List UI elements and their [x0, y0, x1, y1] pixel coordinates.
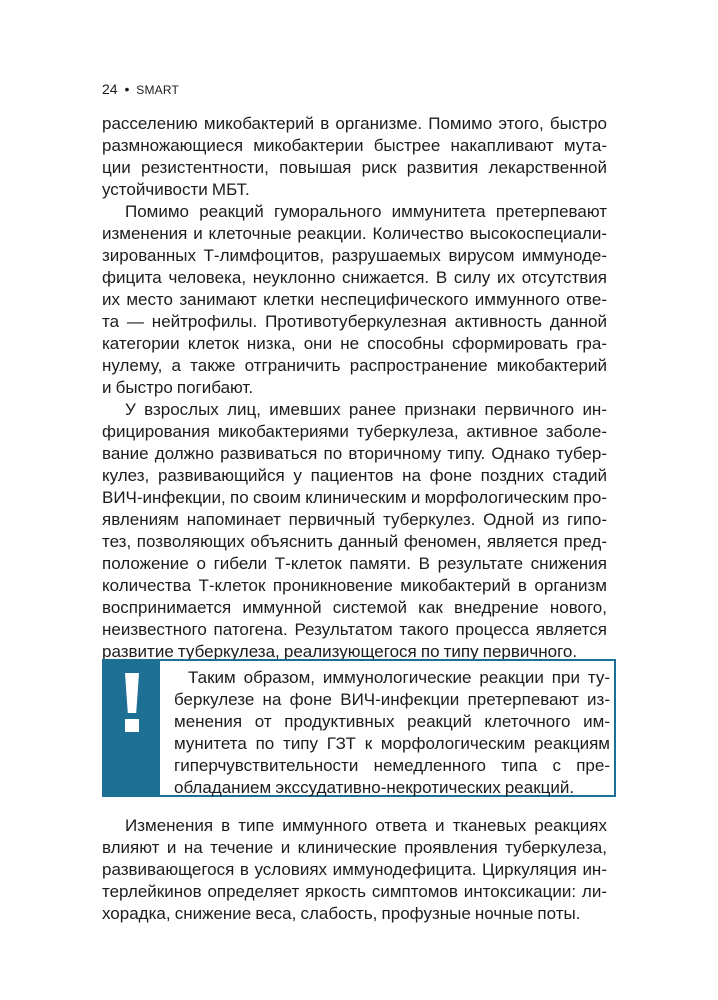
text-line: развитие туберкулеза, реализующегося по типу первичного.: [102, 642, 578, 661]
text-line: ции резистентности, повышая риск развития лекарственной: [102, 158, 607, 177]
text-line: и быстро погибают.: [102, 378, 254, 397]
page-number: 24: [102, 81, 118, 97]
text-line: количества Т-клеток проникновение микобактерий в организм: [102, 576, 607, 595]
callout-accent-bar: [104, 661, 160, 795]
text-line: Помимо реакций гуморального иммунитета претерпевают: [125, 202, 607, 221]
text-line: явлениям напоминает первичный туберкулез. Одной из гипо-: [102, 510, 607, 529]
callout-line: мунитета по типу ГЗТ к морфологическим реакциям: [174, 734, 610, 753]
text-line: фицита человека, неуклонно снижается. В силу их отсутствия: [102, 268, 607, 287]
text-line: У взрослых лиц, имевших ранее признаки первичного ин-: [125, 400, 607, 419]
text-line: развивающегося в условиях иммунодефицита. Циркуляция ин-: [102, 860, 607, 879]
text-line: размножающиеся микобактерии быстрее накапливают мута-: [102, 136, 607, 155]
text-line: кулез, развивающийся у пациентов на фоне поздних стадий: [102, 466, 607, 485]
text-line: вание должно развиваться по вторичному типу. Однако тубер-: [102, 444, 607, 463]
text-line: тез, позволяющих объяснить данный феномен, является пред-: [102, 532, 607, 551]
text-line: изменения и клеточные реакции. Количество высокоспециали-: [102, 224, 607, 243]
callout-line: гиперчувствительности немедленного типа с пре-: [174, 756, 610, 775]
exclamation-icon: [122, 673, 142, 731]
separator: •: [124, 81, 130, 97]
text-line: положение о гибели Т-клеток памяти. В результате снижения: [102, 554, 607, 573]
text-line: фицирования микобактериями туберкулеза, активное заболе-: [102, 422, 607, 441]
text-line: категории клеток низка, они не способны сформировать гра-: [102, 334, 607, 353]
callout-line: беркулезе на фоне ВИЧ-инфекции претерпевают из-: [174, 690, 610, 709]
series-name: SMART: [136, 83, 180, 97]
text-line: неизвестного патогена. Результатом такого процесса является: [102, 620, 607, 639]
text-line: расселению микобактерий в организме. Помимо этого, быстро: [102, 114, 607, 133]
text-line: нулему, а также отграничить распространение микобактерий: [102, 356, 607, 375]
running-head: [102, 80, 179, 99]
text-line: устойчивости МБТ.: [102, 180, 250, 199]
text-line: та — нейтрофилы. Противотуберкулезная активность данной: [102, 312, 607, 331]
callout-line: обладанием экссудативно-некротических реакций.: [174, 778, 575, 797]
text-line: зированных Т-лимфоцитов, разрушаемых вирусом иммунодe-: [102, 246, 607, 265]
text-line: Изменения в типе иммунного ответа и тканевых реакциях: [125, 816, 607, 835]
text-line: хорадка, снижение веса, слабость, профузные ночные поты.: [102, 904, 581, 923]
text-line: терлейкинов определяет яркость симптомов интоксикации: ли-: [102, 882, 607, 901]
callout-line: менения от продуктивных реакций клеточного им-: [174, 712, 610, 731]
text-line: влияют и на течение и клинические проявления туберкулеза,: [102, 838, 607, 857]
text-line: ВИЧ-инфекции, по своим клиническим и морфологическим про-: [102, 488, 607, 507]
text-line: воспринимается иммунной системой как внедрение нового,: [102, 598, 607, 617]
callout-line: Таким образом, иммунологические реакции при ту-: [188, 668, 610, 687]
text-line: их место занимают клетки неспецифического иммунного отве-: [102, 290, 607, 309]
